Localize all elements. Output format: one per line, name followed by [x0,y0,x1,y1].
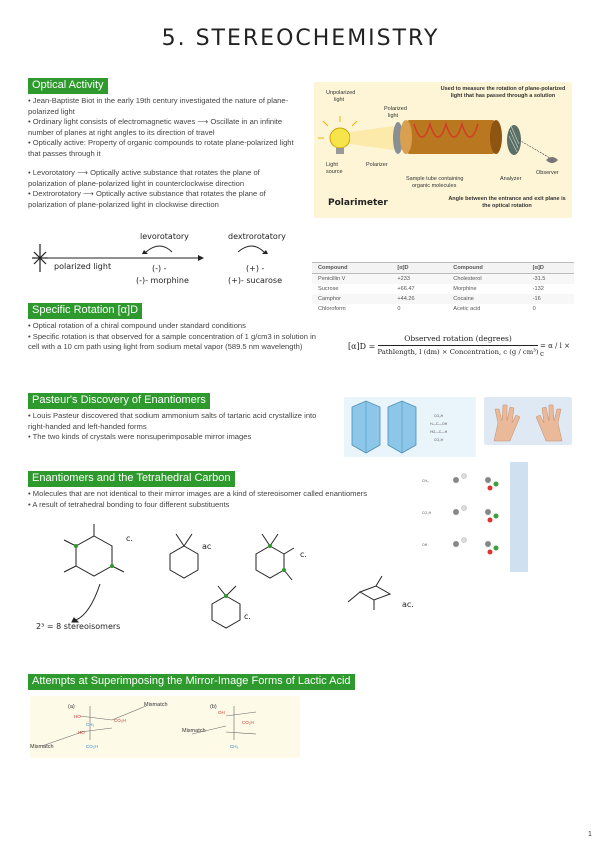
svg-text:source: source [326,169,343,175]
table-header: [α]D [527,263,574,274]
table-row [312,284,574,294]
polarimeter-figure [314,82,572,218]
bullet: • Specific rotation is that observed for a sample concentration of 1 g/cm3 in solution in cell with a 10 cm path using light from sodium metal vapor (589.5 nm wavelength) [28,331,316,351]
bullet: • Optical rotation of a chiral compound under standard conditions [28,321,246,330]
svg-text:CO₂H: CO₂H [86,744,98,749]
polarimeter-caption-bottom: Angle between the entrance and exit plane is the optical rotation [448,196,566,209]
svg-text:Unpolarized: Unpolarized [326,90,356,96]
formula-denominator: Pathlength, l (dm) × Concentration, c (g / cm³) [377,348,539,356]
tetrahedral-models-image [416,462,528,572]
table-cell: Acetic acid [453,306,481,312]
table-row [312,274,574,285]
section-heading-optical-activity: Optical Activity [28,78,108,94]
svg-text:CO₂H: CO₂H [242,720,254,725]
bullet: • Levorotatory ⟶ Optically active substance that rotates the plane of polarization of plane-polarized light in counterclockwise direction [28,168,260,188]
sketch-levo-example: (-)- morphine [136,276,189,285]
formula-lhs: [α]D = [348,342,376,351]
bullet: • Jean-Baptiste Biot in the early 19th century investigated the nature of plane-polarized light [28,96,289,116]
section-heading-specific-rotation: Specific Rotation [α]D [28,303,142,319]
table-cell: -31.5 [527,274,574,285]
svg-text:OH: OH [218,710,225,715]
sketch-polarized-light: polarized light [54,262,112,271]
svg-text:Observer: Observer [536,170,559,176]
note-c1: c. [126,534,133,543]
svg-text:Polarized: Polarized [384,106,407,112]
table-cell: +44.26 [391,294,447,304]
hands-drawing [484,397,572,445]
table-cell: Cocaine [447,294,526,304]
svg-text:light: light [334,97,345,103]
bullet: • Ordinary light consists of electromagnetic waves ⟶ Oscillate in an infinite number of planes at right angles to its direction of travel [28,117,283,137]
specific-rotation-table [312,262,574,314]
lactic-label-b: (b) [210,704,217,710]
table-cell: -16 [527,294,574,304]
svg-text:CO₂H: CO₂H [434,438,444,442]
lactic-mismatch-c: Mismatch [182,728,206,734]
table-cell: Penicillin V [312,274,391,285]
section-heading-pasteur: Pasteur's Discovery of Enantiomers [28,393,210,409]
note-c2: c. [244,612,251,621]
page-title: 5. STEREOCHEMISTRY [161,26,440,51]
bullet: • Dextrorotatory ⟶ Optically active substance that rotates the plane of polarization of plane-polarized light in clockwise direction [28,189,266,209]
table-header: [α]D [391,263,447,274]
sketch-levo-label: levorotatory [140,232,189,241]
bullet: • Molecules that are not identical to their mirror images are a kind of stereoisomer called enantiomers [28,489,368,498]
table-cell: Morphine [453,286,477,292]
table-cell: Camphor [312,294,391,304]
crystals-drawing [344,397,476,457]
note-ac1: ac [202,542,212,551]
formula-rhs: = α / l × c [540,342,570,358]
svg-text:Light: Light [326,162,338,168]
lactic-label-a: (a) [68,704,75,710]
lactic-mismatch-b: Mismatch [30,744,54,750]
table-cell: Sucrose [318,286,339,292]
sketch-dextro-sign: (+) - [246,264,265,273]
handwritten-structures [30,514,430,644]
svg-text:CO₂H: CO₂H [114,718,126,723]
lactic-acid-figure [30,696,300,758]
page-number: 1 [588,831,592,838]
table-row [312,304,574,314]
section-heading-tetrahedral: Enantiomers and the Tetrahedral Carbon [28,471,235,487]
tartrate-crystals-image [344,397,476,457]
svg-text:CH₃: CH₃ [422,479,429,483]
note-ac2: ac. [402,600,414,609]
table-cell: +233 [391,274,447,285]
svg-text:HO—C—H: HO—C—H [430,430,448,434]
sketch-dextro-example: (+)- sucarose [228,276,283,285]
bullet: • Optically active: Property of organic compounds to rotate plane-polarized light that passes through it [28,138,294,158]
svg-text:organic molecules: organic molecules [412,183,457,189]
table-header: Compound [312,263,391,274]
table-cell: 0 [397,306,401,312]
formula-fraction-bar [378,345,538,346]
optical-activity-text [28,96,296,210]
table-cell: Chloroform [318,306,346,312]
table-row [312,294,574,304]
svg-text:HO: HO [78,730,85,735]
svg-text:H—C—OH: H—C—OH [430,422,448,426]
polarimeter-caption-top: Used to measure the rotation of plane-polarized light that has passed through a solution [440,86,566,99]
svg-text:CH₃: CH₃ [86,722,95,727]
table-cell: -132 [532,286,544,292]
lactic-mismatch-a: Mismatch [144,702,168,708]
bullet: • A result of tetrahedral bonding to four different substituents [28,499,230,509]
tetrahedral-text [28,489,408,510]
svg-text:CH₃: CH₃ [230,744,239,749]
svg-text:Polarizer: Polarizer [366,162,388,168]
specific-rotation-table-container [312,262,574,314]
section-heading-lactic-acid: Attempts at Superimposing the Mirror-Image Forms of Lactic Acid [28,674,355,690]
formula-numerator: Observed rotation (degrees) [404,334,512,343]
svg-text:CO₂H: CO₂H [422,511,432,515]
svg-text:HO: HO [74,714,81,719]
svg-text:OH: OH [422,543,428,547]
mirror-hands-image [484,397,572,445]
sketch-levo-sign: (-) - [152,264,167,273]
specific-rotation-text [28,321,318,353]
bullet: • Louis Pasteur discovered that sodium ammonium salts of tartaric acid crystallize into right-handed and left-handed forms [28,411,317,431]
bullet: • The two kinds of crystals were nonsuperimposable mirror images [28,432,252,441]
svg-text:Analyzer: Analyzer [500,176,522,182]
note-stereoisomers: 2³ = 8 stereoisomers [36,622,121,631]
note-c3: c. [300,550,307,559]
pasteur-text [28,411,328,443]
svg-text:light: light [388,113,399,119]
polarimeter-label: Polarimeter [328,198,388,208]
rotation-sketch [28,232,318,292]
sketch-dextro-label: dextrorotatory [228,232,286,241]
svg-text:CO₂H: CO₂H [434,414,444,418]
specific-rotation-formula [348,334,574,362]
models-drawing [416,462,528,572]
table-cell: Cholesterol [447,274,526,285]
table-cell: 0 [532,306,536,312]
table-cell: +66.47 [397,286,415,292]
table-header: Compound [447,263,526,274]
svg-text:Sample tube containing: Sample tube containing [406,176,464,182]
